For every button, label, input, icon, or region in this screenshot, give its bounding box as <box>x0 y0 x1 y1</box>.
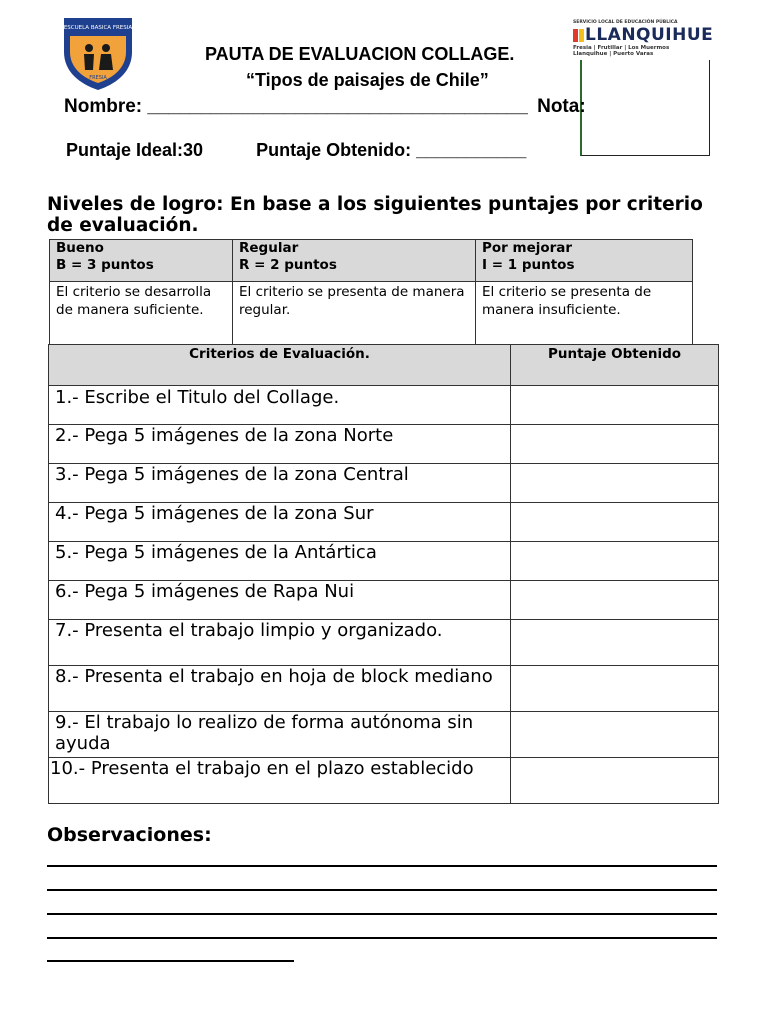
llanquihue-logo <box>573 20 731 60</box>
provider-name: SERVICIO LOCAL DE EDUCACIÓN PÚBLICA <box>573 20 678 25</box>
document-subtitle: “Tipos de paisajes de Chile” <box>246 70 489 90</box>
provider-communes-1: Fresia | Frutillar | Los Muermos <box>573 45 670 51</box>
score-cell[interactable] <box>511 386 719 425</box>
level-name: Por mejorar <box>482 240 573 256</box>
score-cell[interactable] <box>511 464 719 503</box>
criteria-row-text: 9.- El trabajo lo realizo de forma autónoma sin ayuda <box>49 712 511 758</box>
levels-heading: Niveles de logro: En base a los siguientes puntajes por criterio de evaluación. <box>47 194 703 236</box>
level-name: Regular <box>239 240 299 256</box>
score-cell[interactable] <box>511 425 719 464</box>
obtained-label: Puntaje Obtenido <box>256 140 406 160</box>
level-points: B = 3 puntos <box>56 257 154 273</box>
criteria-row-text: 3.- Pega 5 imágenes de la zona Central <box>49 464 511 503</box>
criteria-row-text: 6.- Pega 5 imágenes de Rapa Nui <box>49 581 511 620</box>
svg-text:FRESIA: FRESIA <box>89 75 107 81</box>
nota-label: Nota: <box>537 96 586 117</box>
observation-line[interactable] <box>47 937 717 939</box>
criteria-row-text: 5.- Pega 5 imágenes de la Antártica <box>49 542 511 581</box>
level-mejorar-desc: El criterio se presenta de manera insuficiente. <box>476 282 693 346</box>
criteria-row-text: 7.- Presenta el trabajo limpio y organizado. <box>49 620 511 666</box>
grade-box[interactable] <box>580 60 710 156</box>
criteria-column-header: Criterios de Evaluación. <box>49 345 511 386</box>
score-column-header: Puntaje Obtenido <box>511 345 719 386</box>
observations-title: Observaciones: <box>47 824 212 846</box>
level-regular-desc: El criterio se presenta de manera regular. <box>233 282 476 346</box>
observation-line[interactable] <box>47 865 717 867</box>
provider-brand: LLANQUIHUE <box>585 25 714 45</box>
level-mejorar-header <box>476 240 693 282</box>
provider-communes-2: Llanquihue | Puerto Varas <box>573 51 654 57</box>
level-points: I = 1 puntos <box>482 257 575 273</box>
criteria-row-text: 10.- Presenta el trabajo en el plazo establecido <box>49 758 511 804</box>
level-bueno-header <box>50 240 233 282</box>
document-title: PAUTA DE EVALUACION COLLAGE. <box>205 44 515 64</box>
score-cell[interactable] <box>511 542 719 581</box>
school-shield-logo <box>60 14 136 92</box>
brand-mark-icon <box>573 29 584 42</box>
observation-line[interactable] <box>47 913 717 915</box>
levels-table <box>49 239 693 345</box>
svg-text:ESCUELA BASICA FRESIA: ESCUELA BASICA FRESIA <box>63 25 133 31</box>
level-name: Bueno <box>56 240 104 256</box>
criteria-row-text: 1.- Escribe el Titulo del Collage. <box>49 386 511 425</box>
name-field[interactable]: Nombre: ____________________________________ <box>64 96 528 117</box>
score-cell[interactable] <box>511 620 719 666</box>
criteria-row-text: 4.- Pega 5 imágenes de la zona Sur <box>49 503 511 542</box>
level-bueno-desc: El criterio se desarrolla de manera suficiente. <box>50 282 233 346</box>
criteria-table <box>48 344 719 804</box>
criteria-row-text: 8.- Presenta el trabajo en hoja de block mediano <box>49 666 511 712</box>
score-cell[interactable] <box>511 758 719 804</box>
level-regular-header <box>233 240 476 282</box>
criteria-row-text: 2.- Pega 5 imágenes de la zona Norte <box>49 425 511 464</box>
ideal-score: Puntaje Ideal:30 <box>66 140 204 160</box>
score-cell[interactable] <box>511 503 719 542</box>
obtained-score-field[interactable]: : ___________ <box>405 140 527 160</box>
score-cell[interactable] <box>511 712 719 758</box>
level-points: R = 2 puntos <box>239 257 337 273</box>
name-row <box>64 96 586 118</box>
observation-line[interactable] <box>47 960 294 962</box>
observation-line[interactable] <box>47 889 717 891</box>
score-row <box>66 140 526 161</box>
score-cell[interactable] <box>511 581 719 620</box>
score-cell[interactable] <box>511 666 719 712</box>
